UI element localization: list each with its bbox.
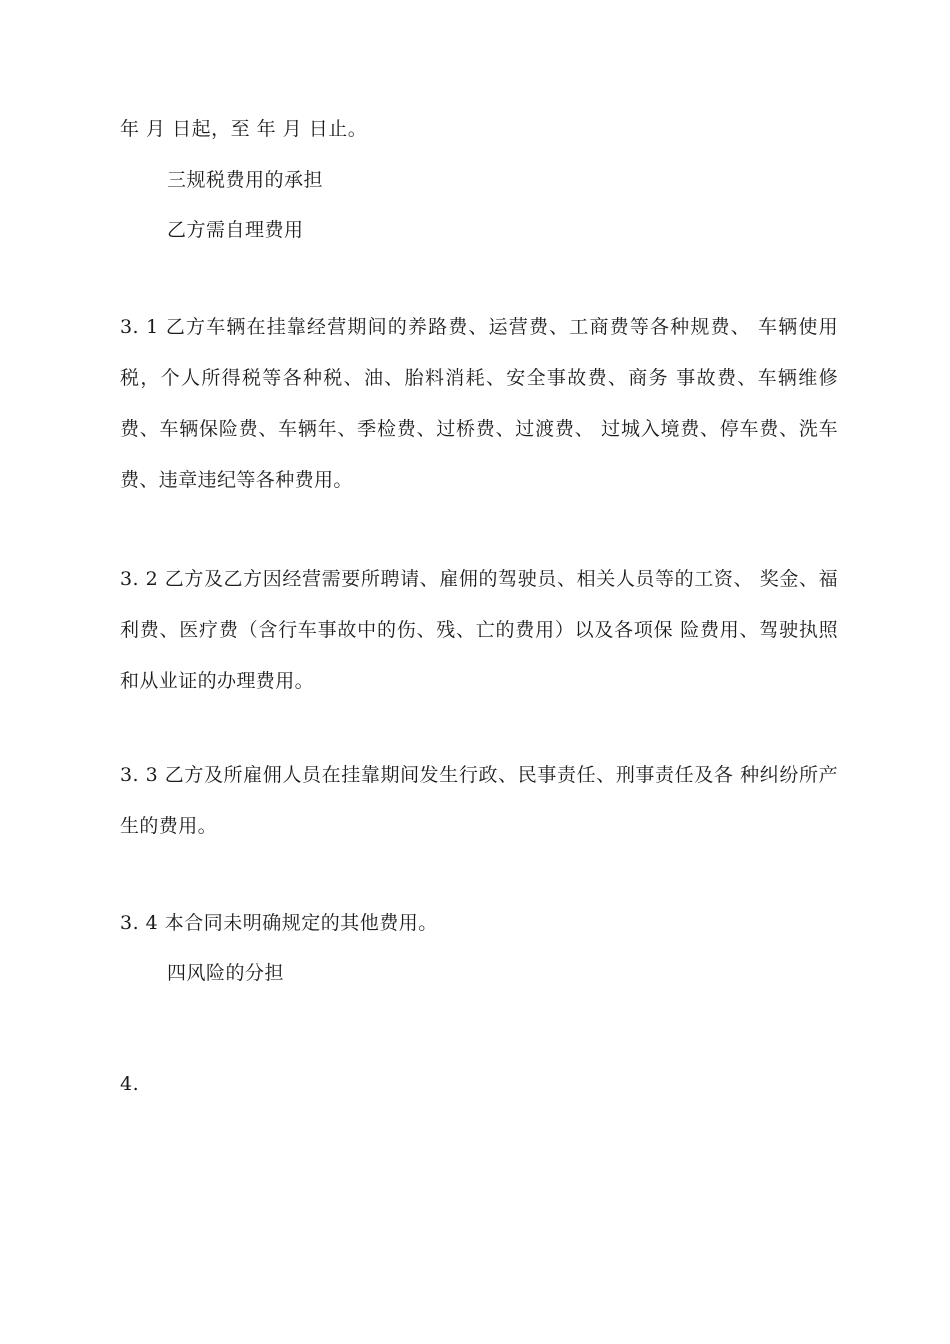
clause-3-2: 3. 2 乙方及乙方因经营需要所聘请、雇佣的驾驶员、相关人员等的工资、 奖金、福利费、医疗费（含行车事故中的伤、残、亡的费用）以及各项保 险费用、驾驶执照和从业证的办理费用。 xyxy=(120,568,838,692)
clause-3-3: 3. 3 乙方及所雇佣人员在挂靠期间发生行政、民事责任、刑事责任及各 种纠纷所产生的费用。 xyxy=(120,764,838,837)
clause-4: 4. xyxy=(120,1073,140,1095)
section-3-heading: 三规税费用的承担 xyxy=(167,169,324,191)
section-3-intro: 乙方需自理费用 xyxy=(167,219,304,241)
clause-3-4: 3. 4 本合同未明确规定的其他费用。 xyxy=(120,912,438,934)
section-4-heading: 四风险的分担 xyxy=(167,962,285,984)
date-range-line: 年 月 日起，至 年 月 日止。 xyxy=(120,118,368,140)
clause-3-1: 3. 1 乙方车辆在挂靠经营期间的养路费、运营费、工商费等各种规费、 车辆使用税，个人所得税等各种税、油、胎料消耗、安全事故费、商务 事故费、车辆维修费、车辆保险费、车辆年、季检费、过桥费、过渡费、 过城入境费、停车费、洗车费、违章违纪等各种费用。 xyxy=(120,316,838,491)
